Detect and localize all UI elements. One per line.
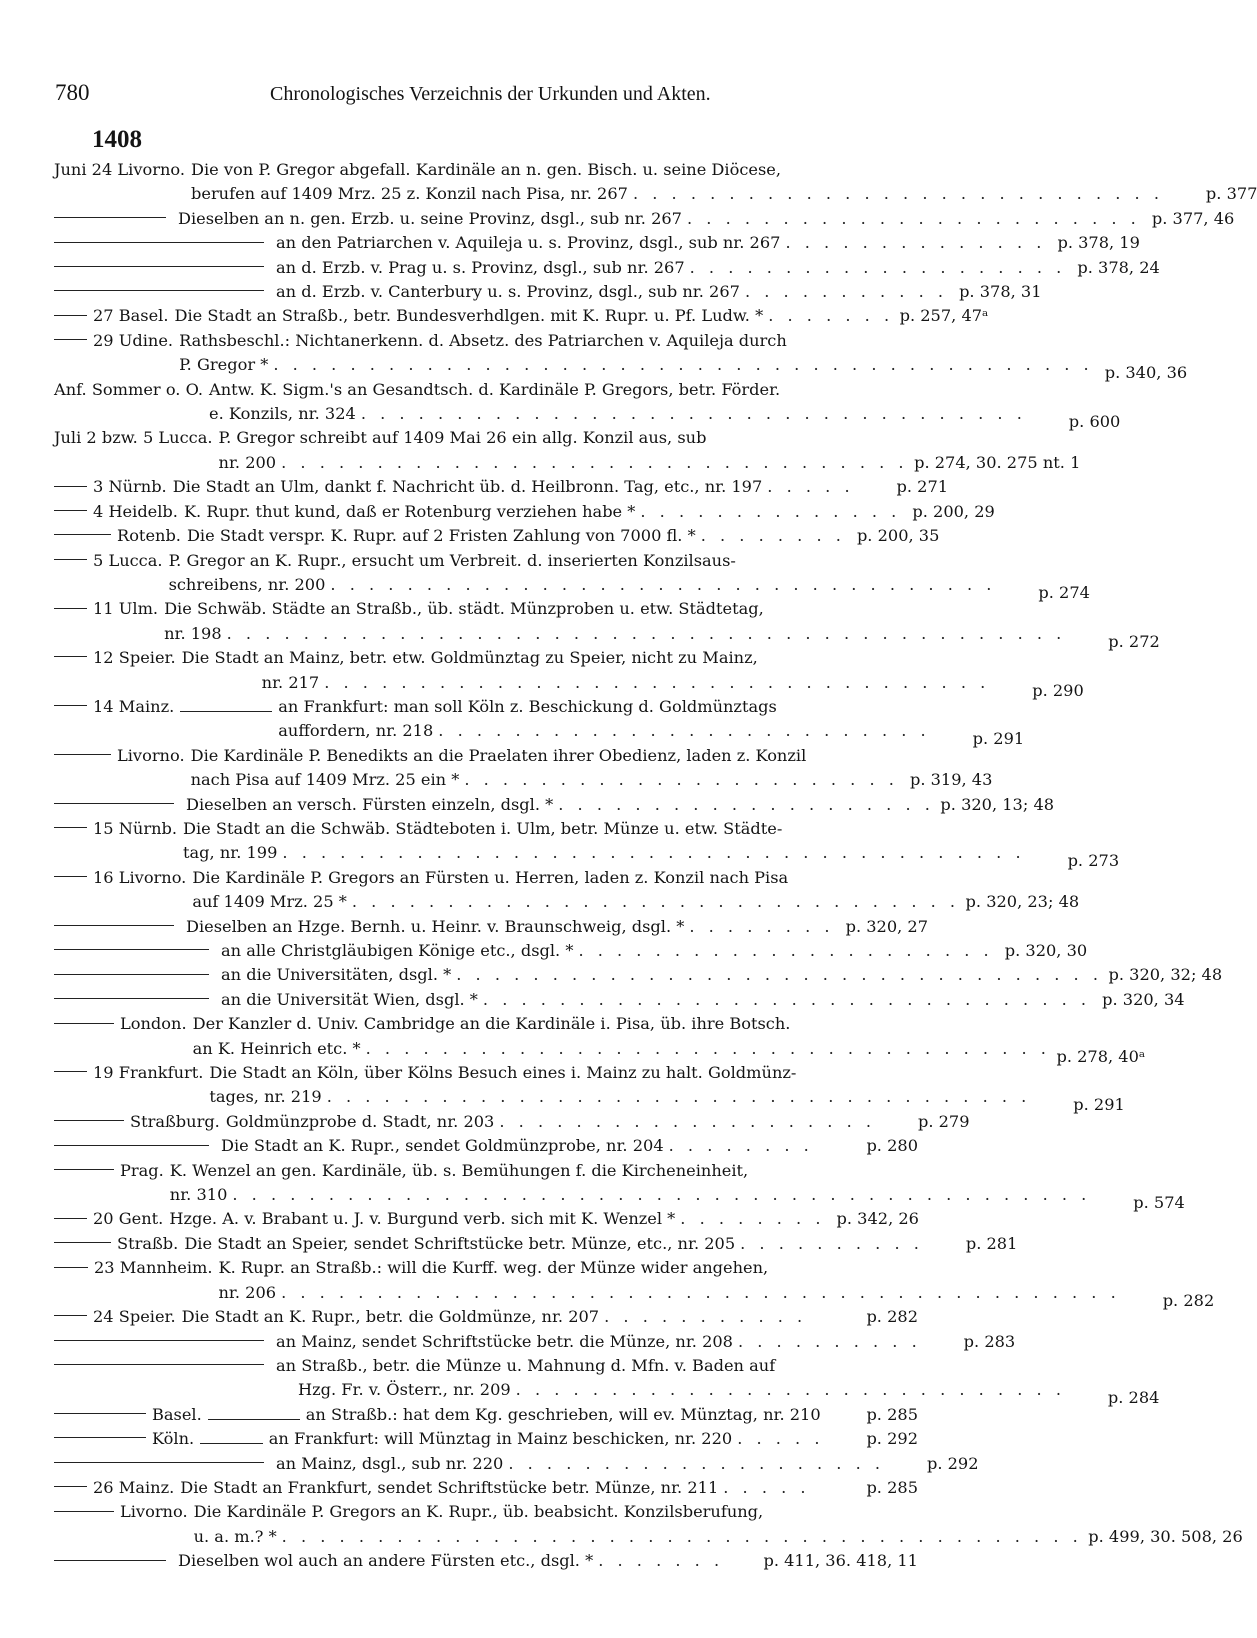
- dot-leader: . . . . . . . . . . . . . . . . . . . . . . . . . . . . . . . . .: [281, 452, 909, 472]
- page-ref: p. 290: [1032, 680, 1084, 700]
- page-ref: p. 320, 27: [845, 916, 929, 936]
- entry-date: Straßb.: [117, 1233, 179, 1253]
- dot-leader: . . . . . . . . . . . . . . . . . . . . . . . . . . . . . . . . . . .: [324, 672, 990, 692]
- entry-line: Die Kardinäle P. Gregors an K. Rupr., üb. beabsicht. Konzilsberufung,: [193, 1502, 764, 1522]
- entry-date: Basel.: [152, 1404, 202, 1424]
- entry: [54, 1452, 979, 1476]
- entry-line: Die Kardinäle P. Gregors an Fürsten u. Herren, laden z. Konzil nach Pisa: [192, 867, 789, 887]
- dot-leader: . . . . . . . . . . . . . . . . . . . . . . . . . . . . . . . . . . .: [360, 404, 1027, 424]
- entry-date: Prag.: [120, 1160, 164, 1180]
- entry-date: 14 Mainz.: [93, 696, 175, 716]
- entry: [54, 256, 1160, 280]
- page-ref: p. 320, 13; 48: [940, 794, 1055, 814]
- entry-line: berufen auf 1409 Mrz. 25 z. Konzil nach Pisa, nr. 267 . . . . . . . . . . . . . . . . . . . . . . . . . . . . p. 377: [191, 182, 918, 206]
- dot-leader: . . . . . . .: [768, 306, 894, 326]
- entry-line: an alle Christgläubigen Könige etc., dsgl. * . . . . . . . . . . . . . . . . . . . . . . p. 320, 30: [221, 939, 918, 963]
- entry-line: an Straßb., betr. die Münze u. Mahnung d. Mfn. v. Baden auf: [276, 1355, 776, 1375]
- entry: [54, 1354, 1160, 1408]
- entry-line: P. Gregor * . . . . . . . . . . . . . . . . . . . . . . . . . . . . . . . . . . . . . . . . . . . p. 340, 36: [179, 353, 918, 377]
- entry-date: Straßburg.: [130, 1111, 220, 1131]
- entry-line: Hzg. Fr. v. Österr., nr. 209 . . . . . . . . . . . . . . . . . . . . . . . . . . . . . p. 284: [276, 1378, 918, 1402]
- entry-date: Anf. Sommer o. O.: [54, 379, 204, 399]
- page-ref: p. 274: [1038, 582, 1090, 602]
- ditto-dash: [54, 1560, 166, 1561]
- entry-text: [178, 1549, 918, 1573]
- entry-list: [54, 158, 1257, 1574]
- entry-line: P. Gregor an K. Rupr., ersucht um Verbreit. d. inserierten Konzilsaus-: [168, 550, 736, 570]
- entry-date: Livorno.: [117, 745, 185, 765]
- entry: [54, 207, 1235, 231]
- entry-line: auf 1409 Mrz. 25 * . . . . . . . . . . . . . . . . . . . . . . . . . . . . . . . . p. 320, 23; 48: [192, 890, 918, 914]
- ditto-dash: [54, 1120, 124, 1121]
- entry-line: an den Patriarchen v. Aquileja u. s. Provinz, dsgl., sub nr. 267 . . . . . . . . . . . . . . p. 378, 19: [276, 231, 918, 255]
- entry: [54, 939, 1088, 963]
- dot-leader: . . . . . . . .: [689, 916, 835, 936]
- dot-leader: . . . . . . . . . . . . . . . . . . . . . . . . . .: [438, 721, 931, 741]
- entry-text: [200, 1427, 918, 1451]
- entry-line: Hzge. A. v. Brabant u. J. v. Burgund verb. sich mit K. Wenzel * . . . . . . . . p. 342, 26: [169, 1207, 918, 1231]
- entry: [54, 158, 1257, 207]
- dot-leader: . . . . . . . . . . . . . . . . . . . . . . . . . . . . . . . . . . . . . . . . . . . .: [226, 623, 1066, 643]
- entry-text: [178, 207, 1235, 231]
- entry-text: [218, 1256, 1215, 1310]
- entry: [54, 304, 989, 328]
- page-ref: p. 285: [866, 1404, 918, 1424]
- entry: [54, 329, 1188, 383]
- dot-leader: . . . . . . . . . . . . . . . . . . . . . . . . . . . . . . . . . . . . . . . . . . . . .: [232, 1185, 1091, 1205]
- dot-leader: . . . . . . . . . . . . . . . . . . . . . . . . . . . . . . . . . . . .: [365, 1038, 1051, 1058]
- dot-leader: . . . . . . . . . . . . . . . . . . . . . . . . . . . . . . . .: [351, 892, 960, 912]
- entry: [54, 1330, 1016, 1354]
- entry-line: Dieselben an n. gen. Erzb. u. seine Provinz, dsgl., sub nr. 267 . . . . . . . . . . . . . . . . . . . . . . . . p. 377, 46: [178, 207, 918, 231]
- entry-line: Die Stadt an Mainz, betr. etw. Goldmünztag zu Speier, nicht zu Mainz,: [181, 648, 758, 668]
- entry-text: [191, 158, 1257, 207]
- ditto-dash: [54, 1340, 264, 1341]
- entry-text: [183, 500, 995, 524]
- dot-leader: . . . . . . . . . . . . . . . . . . . . . . . . . . . .: [632, 184, 1164, 204]
- ditto-dash: [54, 876, 87, 877]
- page-ref: p. 281: [965, 1233, 1018, 1253]
- ditto-dash: [54, 290, 264, 291]
- ditto-dash: [54, 705, 87, 706]
- entry-line: Dieselben an Hzge. Bernh. u. Heinr. v. Braunschweig, dsgl. * . . . . . . . . p. 320, 27: [186, 915, 918, 939]
- entry-line: Die Kardinäle P. Benedikts an die Praelaten ihrer Obedienz, laden z. Konzil: [190, 745, 807, 765]
- entry-line: Die Stadt an Köln, über Kölns Besuch eines i. Mainz zu halt. Goldmünz-: [209, 1063, 797, 1083]
- entry-text: [190, 744, 993, 793]
- entry-date: Juli 2 bzw. 5 Lucca.: [54, 428, 213, 448]
- entry-line: K. Rupr. thut kund, daß er Rotenburg verziehen habe * . . . . . . . . . . . . . . p. 200, 29: [184, 500, 918, 524]
- page-ref: p. 291: [972, 729, 1025, 749]
- dot-leader: . . . . . . . . . . . . . . . . . . . .: [558, 794, 935, 814]
- entry-text: [164, 597, 1160, 651]
- dot-leader: . . . . . . . . . . . . . . . . . . . . . . . .: [686, 208, 1141, 228]
- entry-text: [186, 524, 940, 548]
- entry: [54, 426, 1081, 475]
- entry-text: [186, 793, 1055, 817]
- entry-line: an d. Erzb. v. Prag u. s. Provinz, dsgl., sub nr. 267 . . . . . . . . . . . . . . . . . . . . p. 378, 24: [276, 256, 918, 280]
- entry-text: [276, 256, 1160, 280]
- ditto-dash: [54, 1071, 87, 1072]
- dot-leader: . . . . . . . . . . . . . . . . . . . . . . . . . . . . . . . . . .: [456, 965, 1103, 985]
- entry-line: Rathsbeschl.: Nichtanerkenn. d. Absetz. des Patriarchen v. Aquileja durch: [179, 330, 787, 350]
- entry-text: [276, 280, 1042, 304]
- entry-line: an Mainz, dsgl., sub nr. 220 . . . . . . . . . . . . . . . . . . . . p. 292: [276, 1452, 918, 1476]
- page-ref: p. 278, 40ᵃ: [1056, 1046, 1146, 1066]
- dot-leader: . . . . . . . . . .: [737, 1331, 922, 1351]
- dot-leader: . . . . . . . . . . . . . . . . . . . . . . . . . . . . . . . . . . . . . . . . . . . .: [281, 1282, 1121, 1302]
- entry-date: 23 Mannheim.: [94, 1258, 213, 1278]
- entry: [54, 1134, 918, 1158]
- page-ref: p. 279: [917, 1111, 970, 1131]
- entry: [54, 1207, 918, 1231]
- entry-line: P. Gregor schreibt auf 1409 Mai 26 ein allg. Konzil aus, sub: [218, 428, 707, 448]
- page-ref: p. 257, 47ᵃ: [899, 306, 989, 326]
- entry-date: 11 Ulm.: [93, 599, 159, 619]
- page-ref: p. 377: [1205, 184, 1257, 204]
- ditto-dash: [54, 827, 87, 828]
- entry-text: [276, 231, 1140, 255]
- page-ref: p. 411, 36. 418, 11: [763, 1551, 918, 1571]
- entry-date: Livorno.: [120, 1502, 188, 1522]
- entry-text: [181, 646, 1084, 700]
- dot-leader: . . . . . . . . . . .: [744, 282, 948, 302]
- entry-line: Die Stadt an K. Rupr., sendet Goldmünzprobe, nr. 204 . . . . . . . . p. 280: [221, 1134, 918, 1158]
- entry-text: [221, 988, 1185, 1012]
- entry: [54, 1159, 1185, 1213]
- entry-text: [169, 1159, 1185, 1213]
- ditto-dash: [208, 1419, 300, 1420]
- page-ref: p. 292: [866, 1429, 918, 1449]
- ditto-dash: [54, 315, 87, 316]
- page-ref: p. 574: [1133, 1193, 1185, 1213]
- page-ref: p. 319, 43: [909, 770, 993, 790]
- ditto-dash: [54, 266, 264, 267]
- dot-leader: . . . . . . . . . . . . . . . . . . . . . . . . . . . . . . . . . . .: [330, 574, 996, 594]
- page-ref: p. 283: [963, 1331, 1016, 1351]
- entry-date: 26 Mainz.: [93, 1477, 175, 1497]
- ditto-dash: [54, 510, 87, 511]
- entry-date: 16 Livorno.: [93, 867, 187, 887]
- entry: [54, 378, 1121, 432]
- entry-text: [209, 1061, 1125, 1115]
- entry: [54, 1476, 918, 1500]
- entry-date: 27 Basel.: [93, 306, 169, 326]
- page-ref: p. 320, 32; 48: [1108, 965, 1223, 985]
- year-heading: 1408: [92, 126, 142, 153]
- entry-line: an Straßb.: hat dem Kg. geschrieben, will ev. Münztag, nr. 210 p. 285: [208, 1403, 918, 1427]
- dot-leader: . . . . . . . . . . . . . . . . . . . . . . . . . . . . . . . . . . . . .: [326, 1087, 1031, 1107]
- entry-text: [225, 1110, 970, 1134]
- entry-text: [192, 1012, 1146, 1066]
- entry-text: [174, 304, 989, 328]
- dot-leader: . . . . . . . . . . . . . .: [640, 501, 901, 521]
- entry-date: 24 Speier.: [93, 1307, 176, 1327]
- ditto-dash: [54, 803, 174, 804]
- entry-line: an Frankfurt: will Münztag in Mainz beschicken, nr. 220 . . . . . p. 292: [200, 1427, 918, 1451]
- entry: [54, 1110, 970, 1134]
- entry-date: 5 Lucca.: [93, 550, 163, 570]
- dot-leader: . . . . . . . . . . .: [604, 1307, 807, 1327]
- ditto-dash: [54, 1267, 88, 1268]
- entry-text: [169, 1207, 918, 1231]
- entry-line: schreibens, nr. 200 . . . . . . . . . . . . . . . . . . . . . . . . . . . . . . . . . . . p. 274: [169, 573, 918, 597]
- entry-line: tag, nr. 199 . . . . . . . . . . . . . . . . . . . . . . . . . . . . . . . . . . . . . . . p. 273: [183, 841, 918, 865]
- entry-line: Die Stadt an die Schwäb. Städteboten i. Ulm, betr. Münze u. etw. Städte-: [183, 818, 783, 838]
- entry-date: Köln.: [152, 1429, 195, 1449]
- entry-line: tages, nr. 219 . . . . . . . . . . . . . . . . . . . . . . . . . . . . . . . . . . . . . p. 291: [209, 1085, 918, 1109]
- page-ref: p. 320, 34: [1102, 989, 1185, 1009]
- entry-line: nr. 200 . . . . . . . . . . . . . . . . . . . . . . . . . . . . . . . . . p. 274, 30. 275 nt. 1: [219, 451, 918, 475]
- ditto-dash: [54, 974, 209, 975]
- dot-leader: . . . . . . . . . . . . . . . . . . . . . . . . . . . . .: [515, 1380, 1066, 1400]
- entry-line: Dieselben wol auch an andere Fürsten etc., dsgl. * . . . . . . . p. 411, 36. 418, 11: [178, 1549, 918, 1573]
- dot-leader: . . . . . . . .: [680, 1209, 825, 1229]
- entry-line: Die Stadt an K. Rupr., betr. die Goldmünze, nr. 207 . . . . . . . . . . . p. 282: [182, 1305, 918, 1329]
- entry-date: Rotenb.: [117, 526, 181, 546]
- dot-leader: . . . . .: [723, 1477, 811, 1497]
- entry: [54, 549, 1090, 602]
- entry: [54, 988, 1185, 1012]
- entry-text: [192, 866, 1080, 915]
- dot-leader: . . . . . . . . . . . . . . . . . . . . . . . . . . . . . . . . . . . . . . . . . .: [281, 1526, 1083, 1546]
- page-ref: p. 200, 29: [912, 501, 995, 521]
- entry-line: Der Kanzler d. Univ. Cambridge an die Kardinäle i. Pisa, üb. ihre Botsch.: [192, 1014, 791, 1034]
- entry-line: Goldmünzprobe d. Stadt, nr. 203 . . . . . . . . . . . . . . . . . . . . p. 279: [226, 1110, 918, 1134]
- entry: [54, 1305, 918, 1329]
- entry: [54, 915, 929, 939]
- page-ref: p. 378, 31: [959, 282, 1042, 302]
- entry-text: [276, 1354, 1160, 1408]
- entry-text: [276, 1452, 979, 1476]
- entry: [54, 1012, 1146, 1066]
- entry-text: [182, 1305, 918, 1329]
- ditto-dash: [54, 1413, 146, 1414]
- entry-line: Die Schwäb. Städte an Straßb., üb. städt. Münzproben u. etw. Städtetag,: [164, 599, 764, 619]
- page-ref: p. 274, 30. 275 nt. 1: [914, 452, 1081, 472]
- page-ref: p. 378, 24: [1077, 257, 1160, 277]
- entry: [54, 1403, 918, 1427]
- page-ref: p. 272: [1108, 631, 1160, 651]
- entry-text: [184, 1232, 1018, 1256]
- entry-text: [221, 963, 1223, 987]
- entry: [54, 280, 1042, 304]
- entry: [54, 1256, 1215, 1310]
- ditto-dash: [54, 656, 87, 657]
- entry: [54, 231, 1140, 255]
- entry-line: an die Universitäten, dsgl. * . . . . . . . . . . . . . . . . . . . . . . . . . . . . . . . . . . p. 320, 32; 48: [221, 963, 918, 987]
- page-ref: p. 340, 36: [1104, 363, 1188, 383]
- ditto-dash: [54, 754, 111, 755]
- page-ref: p. 320, 30: [1004, 941, 1088, 960]
- dot-leader: . . . . . . . . . . . . . . . . . . . . . . . . . . . . . . . . . . . . . . .: [282, 843, 1026, 863]
- page-ref: p. 285: [866, 1477, 918, 1497]
- ditto-dash: [54, 1486, 87, 1487]
- ditto-dash: [180, 711, 272, 712]
- entry-date: London.: [120, 1014, 187, 1034]
- entry-line: an K. Heinrich etc. * . . . . . . . . . . . . . . . . . . . . . . . . . . . . . . . . . . . . p. 278, 40ᵃ: [193, 1037, 918, 1061]
- ditto-dash: [54, 608, 87, 609]
- entry-text: [276, 1330, 1016, 1354]
- ditto-dash: [54, 559, 87, 560]
- entry-text: [186, 915, 929, 939]
- entry-line: an die Universität Wien, dsgl. * . . . . . . . . . . . . . . . . . . . . . . . . . . . . . . . . p. 320, 34: [221, 988, 918, 1012]
- ditto-dash: [54, 242, 264, 243]
- entry-text: [193, 1500, 1243, 1549]
- dot-leader: . . . . . . . . . . . . . . . . . . . . . . . . . . . . . . . .: [482, 989, 1091, 1009]
- entry-text: [179, 329, 1188, 383]
- dot-leader: . . . . . . . . . . . . . . . . . . . .: [508, 1453, 885, 1473]
- ditto-dash: [54, 1145, 209, 1146]
- page-ref: p. 280: [866, 1136, 918, 1156]
- ditto-dash: [54, 1511, 114, 1512]
- ditto-dash: [54, 998, 209, 999]
- entry-line: u. a. m.? * . . . . . . . . . . . . . . . . . . . . . . . . . . . . . . . . . . . . . . . . . . p. 499, 30. 508, 26: [194, 1525, 918, 1549]
- entry-line: K. Wenzel an gen. Kardinäle, üb. s. Bemühungen f. die Kircheneinheit,: [169, 1160, 749, 1180]
- entry: [54, 1549, 918, 1573]
- page-ref: p. 282: [1162, 1290, 1215, 1310]
- entry-text: [180, 1476, 918, 1500]
- entry: [54, 866, 1080, 915]
- ditto-dash: [54, 1242, 111, 1243]
- entry-date: 3 Nürnb.: [93, 477, 167, 497]
- entry-text: [221, 1134, 918, 1158]
- ditto-dash: [54, 1218, 87, 1219]
- entry-date: 12 Speier.: [93, 648, 176, 668]
- entry: [54, 695, 1025, 749]
- page-ref: p. 282: [866, 1307, 918, 1327]
- ditto-dash: [54, 1023, 114, 1024]
- ditto-dash: [54, 1462, 264, 1463]
- entry-date: 4 Heidelb.: [93, 501, 178, 521]
- page-ref: p. 273: [1067, 851, 1120, 871]
- page-ref: p. 342, 26: [836, 1209, 919, 1229]
- entry-line: Die Stadt an Straßb., betr. Bundesverhdlgen. mit K. Rupr. u. Pf. Ludw. * . . . . . . . p. 257, 47ᵃ: [175, 304, 919, 328]
- entry-line: e. Konzils, nr. 324 . . . . . . . . . . . . . . . . . . . . . . . . . . . . . . . . . . . p. 600: [209, 402, 918, 426]
- entry-line: Die Stadt an Ulm, dankt f. Nachricht üb. d. Heilbronn. Tag, etc., nr. 197 . . . . . p. 271: [173, 475, 918, 499]
- entry-line: Dieselben an versch. Fürsten einzeln, dsgl. * . . . . . . . . . . . . . . . . . . . . p. 320, 13; 48: [186, 793, 918, 817]
- ditto-dash: [54, 534, 111, 535]
- entry: [54, 744, 993, 793]
- entry: [54, 646, 1084, 700]
- entry-line: K. Rupr. an Straßb.: will die Kurff. weg. der Münze wider angehen,: [218, 1258, 769, 1278]
- ditto-dash: [54, 1169, 114, 1170]
- ditto-dash: [54, 1437, 146, 1438]
- entry: [54, 500, 995, 524]
- page-ref: p. 291: [1073, 1095, 1125, 1115]
- entry: [54, 597, 1160, 651]
- entry: [54, 817, 1120, 871]
- entry-text: [218, 426, 1081, 475]
- page-number: 780: [55, 80, 90, 105]
- ditto-dash: [54, 925, 174, 926]
- entry-date: 29 Udine.: [93, 330, 174, 350]
- entry-text: [172, 475, 949, 499]
- dot-leader: . . . . . . . . . . . . . . . . . . . .: [499, 1111, 876, 1131]
- entry-line: Die Stadt an Frankfurt, sendet Schriftstücke betr. Münze, nr. 211 . . . . . p. 285: [180, 1476, 918, 1500]
- entry: [54, 524, 940, 548]
- entry-text: [183, 817, 1120, 871]
- dot-leader: . . . . .: [767, 477, 855, 497]
- page-ref: p. 600: [1068, 412, 1121, 432]
- dot-leader: . . . . . . . . . . . . . .: [785, 233, 1046, 253]
- entry: [54, 963, 1223, 987]
- page-ref: p. 378, 19: [1057, 233, 1140, 253]
- dot-leader: . . . . . . . . . .: [740, 1233, 924, 1253]
- ditto-dash: [54, 1315, 87, 1316]
- ditto-dash: [54, 486, 87, 487]
- dot-leader: . . . . . . . . . . . . . . . . . . . . . . .: [464, 770, 899, 790]
- page-ref: p. 200, 35: [856, 526, 940, 546]
- page-ref: p. 271: [896, 477, 949, 497]
- dot-leader: . . . . . . . . . . . . . . . . . . . . . . . . . . . . . . . . . . . . . . . . . . .: [273, 355, 1094, 375]
- entry: [54, 1061, 1125, 1115]
- entry-text: [209, 378, 1121, 432]
- entry: [54, 1427, 918, 1451]
- page-ref: p. 320, 23; 48: [965, 892, 1080, 912]
- entry-line: Antw. K. Sigm.'s an Gesandtsch. d. Kardinäle P. Gregors, betr. Förder.: [209, 379, 781, 399]
- page-ref: p. 292: [926, 1453, 979, 1473]
- entry-text: [221, 939, 1088, 963]
- entry-line: Die von P. Gregor abgefall. Kardinäle an n. gen. Bisch. u. seine Diöcese,: [191, 160, 781, 179]
- running-title: Chronologisches Verzeichnis der Urkunden und Akten.: [270, 83, 711, 105]
- entry-date: 20 Gent.: [93, 1209, 164, 1229]
- entry-line: nr. 217 . . . . . . . . . . . . . . . . . . . . . . . . . . . . . . . . . . . p. 290: [182, 671, 918, 695]
- entry-line: nr. 198 . . . . . . . . . . . . . . . . . . . . . . . . . . . . . . . . . . . . . . . . . . . . p. 272: [164, 622, 918, 646]
- entry-line: nach Pisa auf 1409 Mrz. 25 ein * . . . . . . . . . . . . . . . . . . . . . . . p. 319, 43: [191, 768, 918, 792]
- entry-date: 19 Frankfurt.: [93, 1063, 204, 1083]
- entry-text: [168, 549, 1090, 602]
- entry-line: an Frankfurt: man soll Köln z. Beschickung d. Goldmünztags: [180, 695, 918, 719]
- page-ref: p. 499, 30. 508, 26: [1088, 1526, 1243, 1546]
- entry-date: 15 Nürnb.: [93, 818, 178, 838]
- entry: [54, 793, 1055, 817]
- dot-leader: . . . . . . . . . . . . . . . . . . . .: [689, 257, 1066, 277]
- entry: [54, 475, 949, 499]
- entry-text: [180, 695, 1025, 749]
- entry-line: nr. 310 . . . . . . . . . . . . . . . . . . . . . . . . . . . . . . . . . . . . . . . . . . . . . p. 574: [170, 1183, 918, 1207]
- dot-leader: . . . . . . . . . . . . . . . . . . . . . .: [578, 941, 994, 960]
- entry-line: nr. 206 . . . . . . . . . . . . . . . . . . . . . . . . . . . . . . . . . . . . . . . . . . . . p. 282: [219, 1281, 919, 1305]
- entry: [54, 1232, 1018, 1256]
- entry-line: an Mainz, sendet Schriftstücke betr. die Münze, nr. 208 . . . . . . . . . . p. 283: [276, 1330, 918, 1354]
- page-ref: p. 284: [1107, 1388, 1160, 1408]
- ditto-dash: [54, 339, 87, 340]
- dot-leader: . . . . . . . .: [668, 1136, 814, 1156]
- dot-leader: . . . . . . .: [598, 1551, 724, 1571]
- entry-line: Die Stadt verspr. K. Rupr. auf 2 Fristen Zahlung von 7000 fl. * . . . . . . . . p. 200, 35: [187, 524, 918, 548]
- ditto-dash: [54, 1364, 264, 1365]
- page-ref: p. 377, 46: [1151, 208, 1235, 228]
- entry-line: Die Stadt an Speier, sendet Schriftstücke betr. Münze, etc., nr. 205 . . . . . . . . . . p. 281: [184, 1232, 918, 1256]
- ditto-dash: [54, 217, 166, 218]
- entry-line: an d. Erzb. v. Canterbury u. s. Provinz, dsgl., sub nr. 267 . . . . . . . . . . . p. 378, 31: [276, 280, 918, 304]
- entry-text: [208, 1403, 918, 1427]
- ditto-dash: [200, 1443, 263, 1444]
- ditto-dash: [54, 949, 209, 950]
- entry-date: Juni 24 Livorno.: [54, 160, 185, 179]
- dot-leader: . . . . . . . .: [700, 526, 846, 546]
- entry-line: auffordern, nr. 218 . . . . . . . . . . . . . . . . . . . . . . . . . . p. 291: [180, 719, 918, 743]
- dot-leader: . . . . .: [737, 1429, 824, 1449]
- entry: [54, 1500, 1243, 1549]
